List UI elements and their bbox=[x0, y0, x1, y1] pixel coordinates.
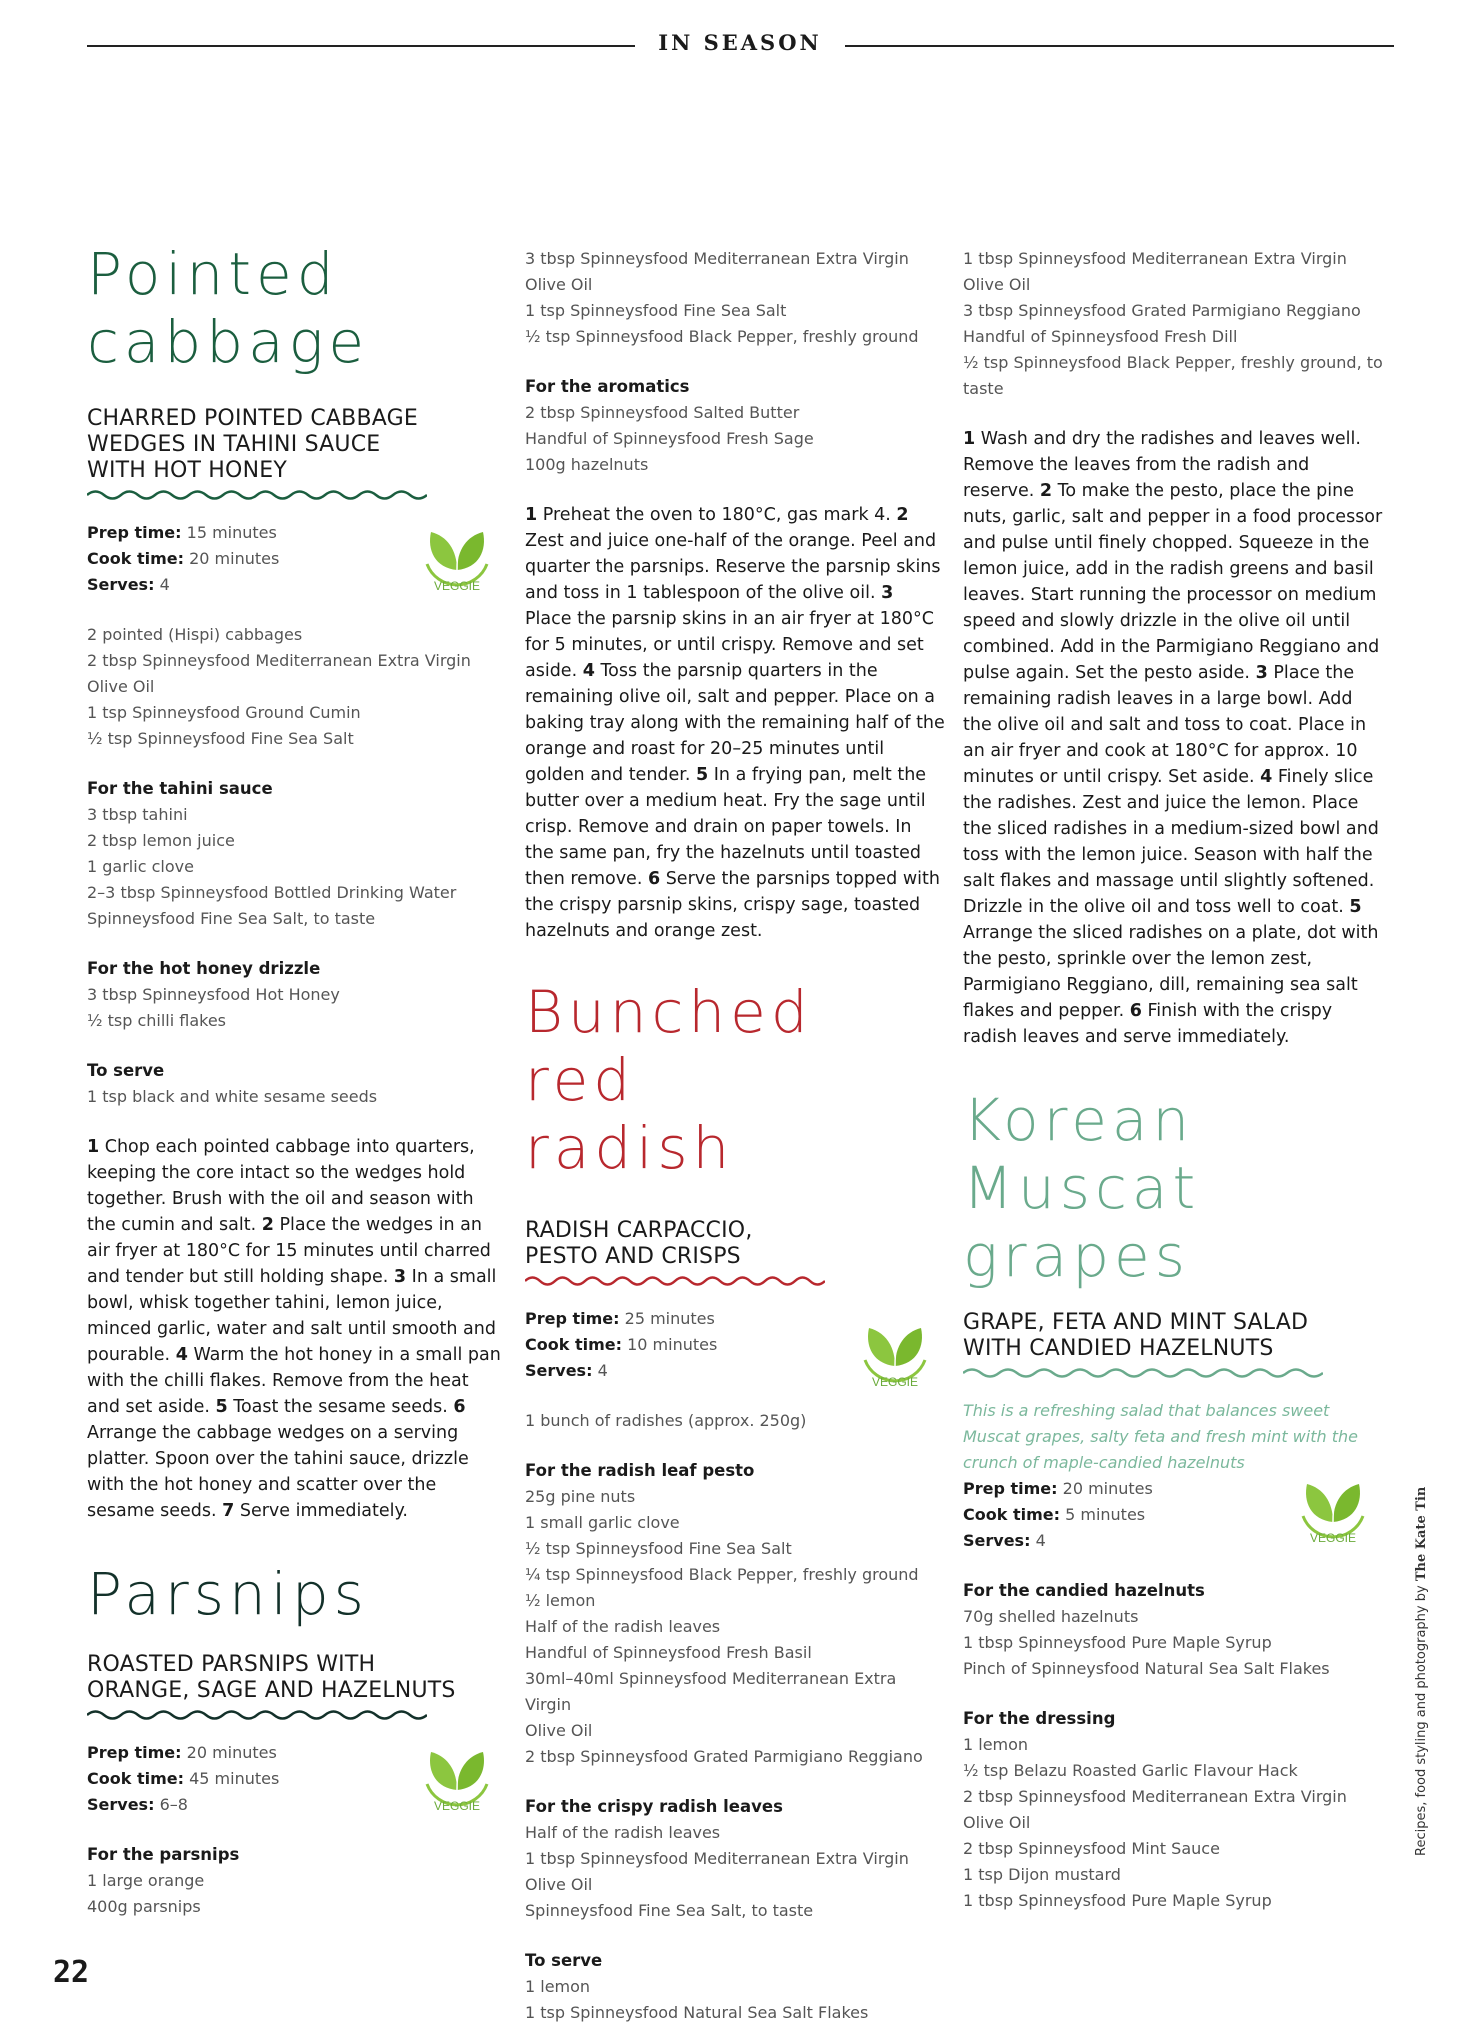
list-item: ½ lemon bbox=[525, 1591, 596, 1610]
list-item: Spinneysfood Fine Sea Salt, to taste bbox=[525, 1901, 814, 1920]
section-label: IN SEASON bbox=[658, 30, 822, 55]
wave-divider bbox=[87, 488, 427, 502]
column-1 bbox=[87, 240, 507, 1920]
veggie-badge-icon bbox=[859, 1316, 931, 1402]
radish-title: Bunched red radish bbox=[525, 978, 813, 1182]
list-item: 2–3 tbsp Spinneysfood Bottled Drinking Water bbox=[87, 883, 457, 902]
dressing-heading: For the dressing bbox=[963, 1709, 1116, 1728]
aromatics-heading: For the aromatics bbox=[525, 377, 690, 396]
list-item: 1 tsp Dijon mustard bbox=[963, 1865, 1121, 1884]
crispy-heading: For the crispy radish leaves bbox=[525, 1797, 783, 1816]
svg-text:VEGGIE: VEGGIE bbox=[1309, 1531, 1357, 1545]
veggie-badge-icon bbox=[1297, 1472, 1369, 1558]
svg-text:VEGGIE: VEGGIE bbox=[433, 579, 481, 593]
list-item: 1 small garlic clove bbox=[525, 1513, 680, 1532]
list-item: Olive Oil bbox=[525, 1721, 593, 1740]
cabbage-title: Pointed cabbage bbox=[87, 240, 370, 376]
list-item: 1 tbsp Spinneysfood Pure Maple Syrup bbox=[963, 1633, 1272, 1652]
list-item: ½ tsp chilli flakes bbox=[87, 1011, 227, 1030]
parsnips-method: 1 Preheat the oven to 180°C, gas mark 4. 2 Zest and juice one-half of the orange. Peel and quarter the parsnips. Reserve the parsnip skins and toss in 1 tablespoon of the olive oil. 3 Place the parsnip skins in an air fryer at 180°C for 5 minutes, or until crispy. Remove and set aside. 4 Toss the parsnip quarters in the remaining olive oil, salt and pepper. Place on a baking tray along with the remaining half of the orange and roast for 20–25 minutes until golden and tender. 5 In a frying pan, melt the butter over a medium heat. Fry the sage until crisp. Remove and drain on paper towels. In the same pan, fry the hazelnuts until toasted then remove. 6 Serve the parsnips topped with the crispy parsnip skins, crispy sage, toasted hazelnuts and orange zest. bbox=[525, 505, 945, 941]
list-item: 2 tbsp Spinneysfood Mint Sauce bbox=[963, 1839, 1220, 1858]
veggie-badge-icon bbox=[421, 1740, 493, 1826]
list-item: 3 tbsp tahini bbox=[87, 805, 188, 824]
list-item: 1 bunch of radishes (approx. 250g) bbox=[525, 1411, 807, 1430]
list-item: Handful of Spinneysfood Fresh Sage bbox=[525, 429, 814, 448]
parsnips-recipe-title: ROASTED PARSNIPS WITH ORANGE, SAGE AND HAZELNUTS bbox=[87, 1652, 456, 1703]
cabbage-meta: Prep time: 15 minutes Cook time: 20 minutes Serves: 4 VEGGIE bbox=[87, 520, 507, 598]
list-item: ½ tsp Spinneysfood Fine Sea Salt bbox=[525, 1539, 792, 1558]
list-item: ¼ tsp Spinneysfood Black Pepper, freshly ground bbox=[525, 1565, 919, 1584]
parsnip-heading: For the parsnips bbox=[87, 1845, 240, 1864]
list-item: 3 tbsp Spinneysfood Hot Honey bbox=[87, 985, 340, 1004]
list-item: 400g parsnips bbox=[87, 1897, 201, 1916]
list-item: 2 tbsp lemon juice bbox=[87, 831, 235, 850]
list-item: ½ tsp Spinneysfood Black Pepper, freshly ground bbox=[525, 327, 919, 346]
list-item: Handful of Spinneysfood Fresh Dill bbox=[963, 327, 1238, 346]
parsnips-meta: Prep time: 20 minutes Cook time: 45 minutes Serves: 6–8 VEGGIE bbox=[87, 1740, 507, 1818]
list-item: 3 tbsp Spinneysfood Mediterranean Extra Virgin Olive Oil bbox=[525, 249, 909, 294]
radish-recipe-title: RADISH CARPACCIO, PESTO AND CRISPS bbox=[525, 1218, 753, 1269]
wave-divider bbox=[525, 1274, 825, 1288]
column-3 bbox=[963, 246, 1383, 1914]
list-item: 2 tbsp Spinneysfood Salted Butter bbox=[525, 403, 800, 422]
list-item: 2 pointed (Hispi) cabbages bbox=[87, 625, 303, 644]
radish-meta: Prep time: 25 minutes Cook time: 10 minutes Serves: 4 VEGGIE bbox=[525, 1306, 945, 1384]
pesto-heading: For the radish leaf pesto bbox=[525, 1461, 755, 1480]
grapes-meta: Prep time: 20 minutes Cook time: 5 minutes Serves: 4 VEGGIE bbox=[963, 1476, 1383, 1554]
list-item: 100g hazelnuts bbox=[525, 455, 649, 474]
list-item: Half of the radish leaves bbox=[525, 1617, 721, 1636]
list-item: 25g pine nuts bbox=[525, 1487, 636, 1506]
list-item: 3 tbsp Spinneysfood Grated Parmigiano Reggiano bbox=[963, 301, 1361, 320]
wave-divider bbox=[87, 1708, 427, 1722]
list-item: 1 tbsp Spinneysfood Mediterranean Extra Virgin Olive Oil bbox=[525, 1849, 909, 1894]
list-item: 1 tsp Spinneysfood Fine Sea Salt bbox=[525, 301, 787, 320]
honey-heading: For the hot honey drizzle bbox=[87, 959, 321, 978]
grapes-recipe-title: GRAPE, FETA AND MINT SALAD WITH CANDIED HAZELNUTS bbox=[963, 1310, 1309, 1361]
svg-text:VEGGIE: VEGGIE bbox=[433, 1799, 481, 1813]
list-item: Half of the radish leaves bbox=[525, 1823, 721, 1842]
list-item: 1 tsp black and white sesame seeds bbox=[87, 1087, 378, 1106]
cabbage-recipe-title: CHARRED POINTED CABBAGE WEDGES IN TAHINI SAUCE WITH HOT HONEY bbox=[87, 406, 418, 483]
list-item: 2 tbsp Spinneysfood Mediterranean Extra Virgin Olive Oil bbox=[87, 651, 471, 696]
cabbage-ingredients bbox=[87, 622, 507, 752]
photo-credit: Recipes, food styling and photography by The Kate Tin bbox=[1414, 1486, 1429, 1856]
list-item: 1 tsp Spinneysfood Natural Sea Salt Flakes bbox=[525, 2003, 869, 2022]
list-item: 1 tbsp Spinneysfood Pure Maple Syrup bbox=[963, 1891, 1272, 1910]
list-item: 1 tsp Spinneysfood Ground Cumin bbox=[87, 703, 361, 722]
list-item: 2 tbsp Spinneysfood Mediterranean Extra Virgin Olive Oil bbox=[963, 1787, 1347, 1832]
cabbage-method: 1 Chop each pointed cabbage into quarters, keeping the core intact so the wedges hold together. Brush with the oil and season with the cumin and salt. 2 Place the wedges in an air fryer at 180°C for 15 minutes until charred and tender but still holding shape. 3 In a small bowl, whisk together tahini, lemon juice, minced garlic, water and salt until smooth and pourable. 4 Warm the hot honey in a small pan with the chilli flakes. Remove from the heat and set aside. 5 Toast the sesame seeds. 6 Arrange the cabbage wedges on a serving platter. Spoon over the tahini sauce, drizzle with the hot honey and scatter over the sesame seeds. 7 Serve immediately. bbox=[87, 1137, 501, 1521]
grapes-title: Korean Muscat grapes bbox=[963, 1086, 1201, 1290]
parsnips-title: Parsnips bbox=[87, 1560, 369, 1628]
list-item: Handful of Spinneysfood Fresh Basil bbox=[525, 1643, 812, 1662]
list-item: 2 tbsp Spinneysfood Grated Parmigiano Reggiano bbox=[525, 1747, 923, 1766]
radish-method: 1 Wash and dry the radishes and leaves well. Remove the leaves from the radish and reserve. 2 To make the pesto, place the pine nuts, garlic, salt and pepper in a food processor and pulse until finely chopped. Squeeze in the lemon juice, add in the radish greens and basil leaves. Start running the processor on medium speed and slowly drizzle in the olive oil until combined. Add in the Parmigiano Reggiano and pulse again. Set the pesto aside. 3 Place the remaining radish leaves in a large bowl. Add the olive oil and salt and toss to coat. Place in an air fryer and cook at 180°C for approx. 10 minutes or until crispy. Set aside. 4 Finely slice the radishes. Zest and juice the lemon. Place the sliced radishes in a medium-sized bowl and toss with the lemon juice. Season with half the salt flakes and massage until slightly softened. Drizzle in the olive oil and toss well to coat. 5 Arrange the sliced radishes on a plate, dot with the pesto, sprinkle over the lemon zest, Parmigiano Reggiano, dill, remaining sea salt flakes and pepper. 6 Finish with the crispy radish leaves and serve immediately. bbox=[963, 429, 1383, 1047]
veggie-badge-icon bbox=[421, 520, 493, 606]
list-item: Spinneysfood Fine Sea Salt, to taste bbox=[87, 909, 376, 928]
page-number: 22 bbox=[53, 1955, 90, 1990]
list-item: 1 large orange bbox=[87, 1871, 205, 1890]
grapes-intro: This is a refreshing salad that balances sweet Muscat grapes, salty feta and fresh mint with the crunch of maple-candied hazelnuts bbox=[963, 1401, 1358, 1472]
list-item: 1 garlic clove bbox=[87, 857, 194, 876]
wave-divider bbox=[963, 1366, 1323, 1380]
list-item: 1 lemon bbox=[963, 1735, 1029, 1754]
candied-heading: For the candied hazelnuts bbox=[963, 1581, 1205, 1600]
list-item: 70g shelled hazelnuts bbox=[963, 1607, 1139, 1626]
header-rule-right bbox=[845, 45, 1394, 47]
radish-serve-heading: To serve bbox=[525, 1951, 603, 1970]
list-item: 30ml–40ml Spinneysfood Mediterranean Extra Virgin bbox=[525, 1669, 897, 1714]
list-item: ½ tsp Spinneysfood Fine Sea Salt bbox=[87, 729, 354, 748]
tahini-heading: For the tahini sauce bbox=[87, 779, 273, 798]
list-item: ½ tsp Belazu Roasted Garlic Flavour Hack bbox=[963, 1761, 1298, 1780]
list-item: 1 lemon bbox=[525, 1977, 591, 1996]
list-item: Pinch of Spinneysfood Natural Sea Salt Flakes bbox=[963, 1659, 1330, 1678]
column-2 bbox=[525, 246, 945, 2026]
list-item: 1 tbsp Spinneysfood Mediterranean Extra Virgin Olive Oil bbox=[963, 249, 1347, 294]
header-rule-left bbox=[87, 45, 635, 47]
serve-heading: To serve bbox=[87, 1061, 165, 1080]
list-item: ½ tsp Spinneysfood Black Pepper, freshly ground, to taste bbox=[963, 353, 1383, 398]
svg-text:VEGGIE: VEGGIE bbox=[871, 1375, 919, 1389]
